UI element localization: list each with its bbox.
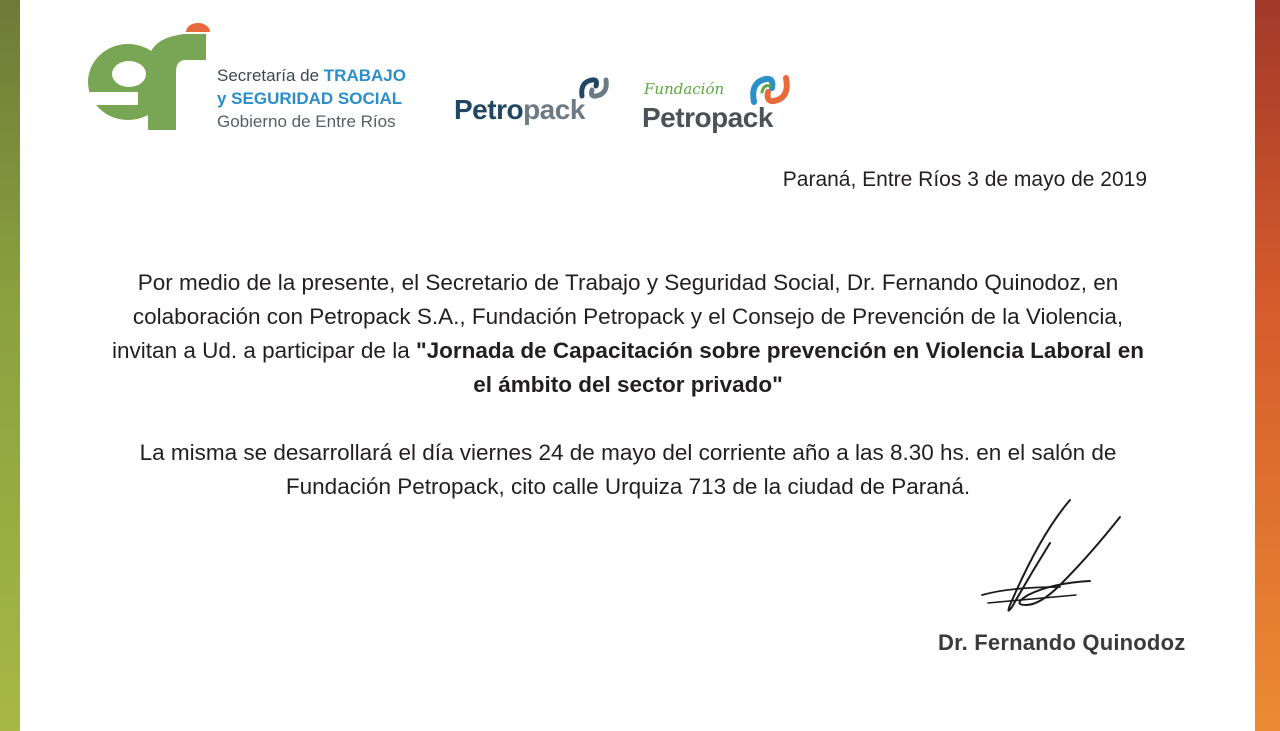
paragraph-spacer [100,402,1156,436]
secretaria-trabajo-logo [80,22,420,134]
details-paragraph: La misma se desarrollará el día viernes 24 de mayo del corriente año a las 8.30 hs. en el salón de Fundación Petropack, cito calle Urquiza 713 de la ciudad de Paraná. [139,440,1117,499]
letter-body [100,266,1156,504]
left-color-stripe [0,0,20,731]
petropack-logo [454,76,624,132]
secretaria-line1: Secretaría de TRABAJO [217,66,406,85]
invitation-intro: Por medio de la presente, el Secretario de Trabajo y Seguridad Social, Dr. Fernando Quinodoz, en colaboración con Petropack S.A., Fundación Petropack y el Consejo de Prevención de la Violencia, invitan a Ud. a participar de la [112,270,1124,363]
event-title: "Jornada de Capacitación sobre prevención en Violencia Laboral en el ámbito del sector privado" [415,338,1144,397]
fundacion-script: Fundación [644,80,725,98]
letter-date: Paraná, Entre Ríos 3 de mayo de 2019 [782,168,1147,191]
handwritten-signature-icon [940,495,1140,625]
et-logo-mark-icon [80,22,220,134]
invitation-paragraph [100,266,1156,402]
secretaria-line2: y SEGURIDAD SOCIAL [217,89,403,108]
petropack-wordmark: Petropack [454,94,585,125]
signer-name: Dr. Fernando Quinodoz [938,630,1186,655]
fundacion-petropack-logo [642,72,802,132]
secretaria-line3: Gobierno de Entre Ríos [217,112,396,131]
fundacion-wordmark: Petropack [642,102,773,133]
right-color-stripe [1255,0,1280,731]
